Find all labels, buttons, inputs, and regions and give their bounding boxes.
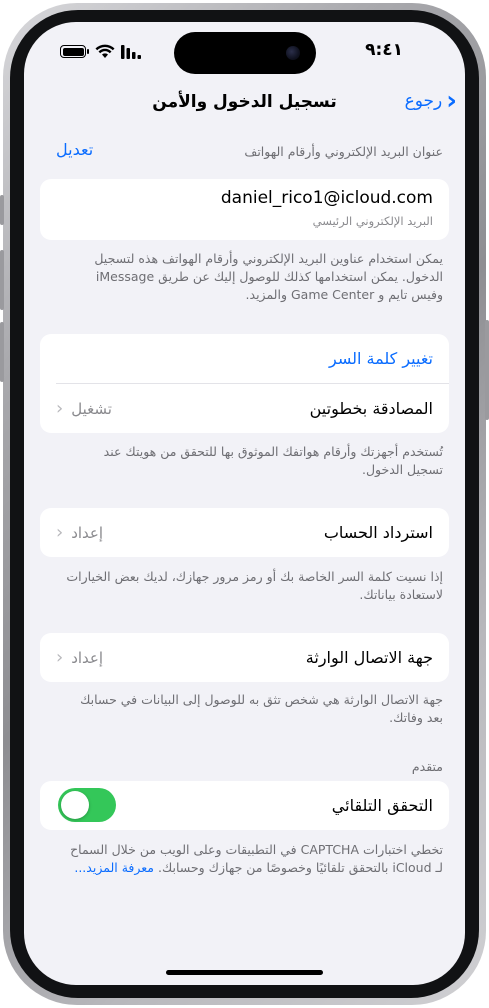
recovery-card [40, 508, 449, 557]
screen [24, 22, 465, 985]
advanced-footnote [66, 841, 443, 877]
account-recovery-label: استرداد الحساب [323, 523, 433, 542]
auto-verify-label: التحقق التلقائي [331, 796, 433, 815]
page-title: تسجيل الدخول والأمن [152, 92, 337, 112]
email-caption: البريد الإلكتروني الرئيسي [312, 214, 433, 228]
change-password-button[interactable]: تغيير كلمة السر [329, 349, 433, 368]
status-time: ٩:٤١ [365, 40, 403, 60]
volume-up-button [0, 250, 4, 310]
two-factor-label: المصادقة بخطوتين [309, 399, 433, 418]
email-footnote: يمكن استخدام عناوين البريد الإلكتروني وأرقام الهواتف هذه لتسجيل الدخول. يمكن استخدامها كذلك للوصول إليك عن طريق iMessage وفيس تايم و Game Center والمزيد. [94, 251, 443, 302]
primary-email: daniel_rico1@icloud.com [220, 188, 433, 208]
edit-button[interactable]: تعديل [56, 140, 94, 159]
account-recovery-value: إعداد [71, 523, 104, 542]
email-card[interactable] [40, 179, 449, 240]
cellular-signal-icon [121, 45, 141, 59]
camera-icon [286, 46, 300, 60]
chevron-right-icon: › [446, 86, 457, 116]
legacy-card [40, 633, 449, 682]
change-password-row[interactable] [40, 334, 449, 383]
status-icons [60, 44, 141, 59]
learn-more-link[interactable]: معرفة المزيد... [74, 860, 154, 875]
toggle-knob [61, 791, 89, 819]
two-factor-value: تشغيل [71, 399, 112, 418]
two-factor-value-group [56, 398, 112, 419]
legacy-contact-value: إعداد [71, 648, 104, 667]
wifi-icon [95, 44, 115, 59]
advanced-section-header: متقدم [411, 759, 443, 774]
recovery-footnote: إذا نسيت كلمة السر الخاصة بك أو رمز مرور جهازك، لديك بعض الخيارات لاستعادة بياناتك. [66, 569, 443, 602]
account-recovery-row[interactable] [40, 508, 449, 557]
back-button[interactable] [404, 86, 457, 116]
email-section-header: عنوان البريد الإلكتروني وأرقام الهواتف [244, 144, 443, 159]
side-button [485, 320, 489, 420]
back-label: رجوع [404, 91, 443, 111]
legacy-contact-value-group [56, 647, 103, 668]
legacy-footnote: جهة الاتصال الوارثة هي شخص تثق به للوصول إلى البيانات في حسابك بعد وفاتك. [80, 692, 443, 725]
advanced-card [40, 781, 449, 830]
action-button [0, 195, 4, 225]
two-factor-row[interactable] [40, 384, 449, 433]
chevron-left-icon: ‹ [56, 522, 64, 543]
auto-verify-toggle[interactable] [58, 788, 116, 822]
security-footnote: تُستخدم أجهزتك وأرقام هواتفك الموثوق بها للتحقق من هويتك عند تسجيل الدخول. [103, 444, 443, 477]
home-indicator[interactable] [166, 970, 323, 975]
chevron-left-icon: ‹ [56, 398, 64, 419]
legacy-contact-row[interactable] [40, 633, 449, 682]
dynamic-island [174, 32, 316, 74]
volume-down-button [0, 322, 4, 382]
account-recovery-value-group [56, 522, 103, 543]
security-card [40, 334, 449, 433]
advanced-footnote-text: تخطي اختبارات CAPTCHA في التطبيقات وعلى الويب من خلال السماح لـ iCloud بالتحقق تلقائيًا وخصوصًا من جهازك وحسابك. [70, 842, 443, 875]
chevron-left-icon: ‹ [56, 647, 64, 668]
legacy-contact-label: جهة الاتصال الوارثة [305, 648, 433, 667]
battery-icon [60, 45, 89, 58]
